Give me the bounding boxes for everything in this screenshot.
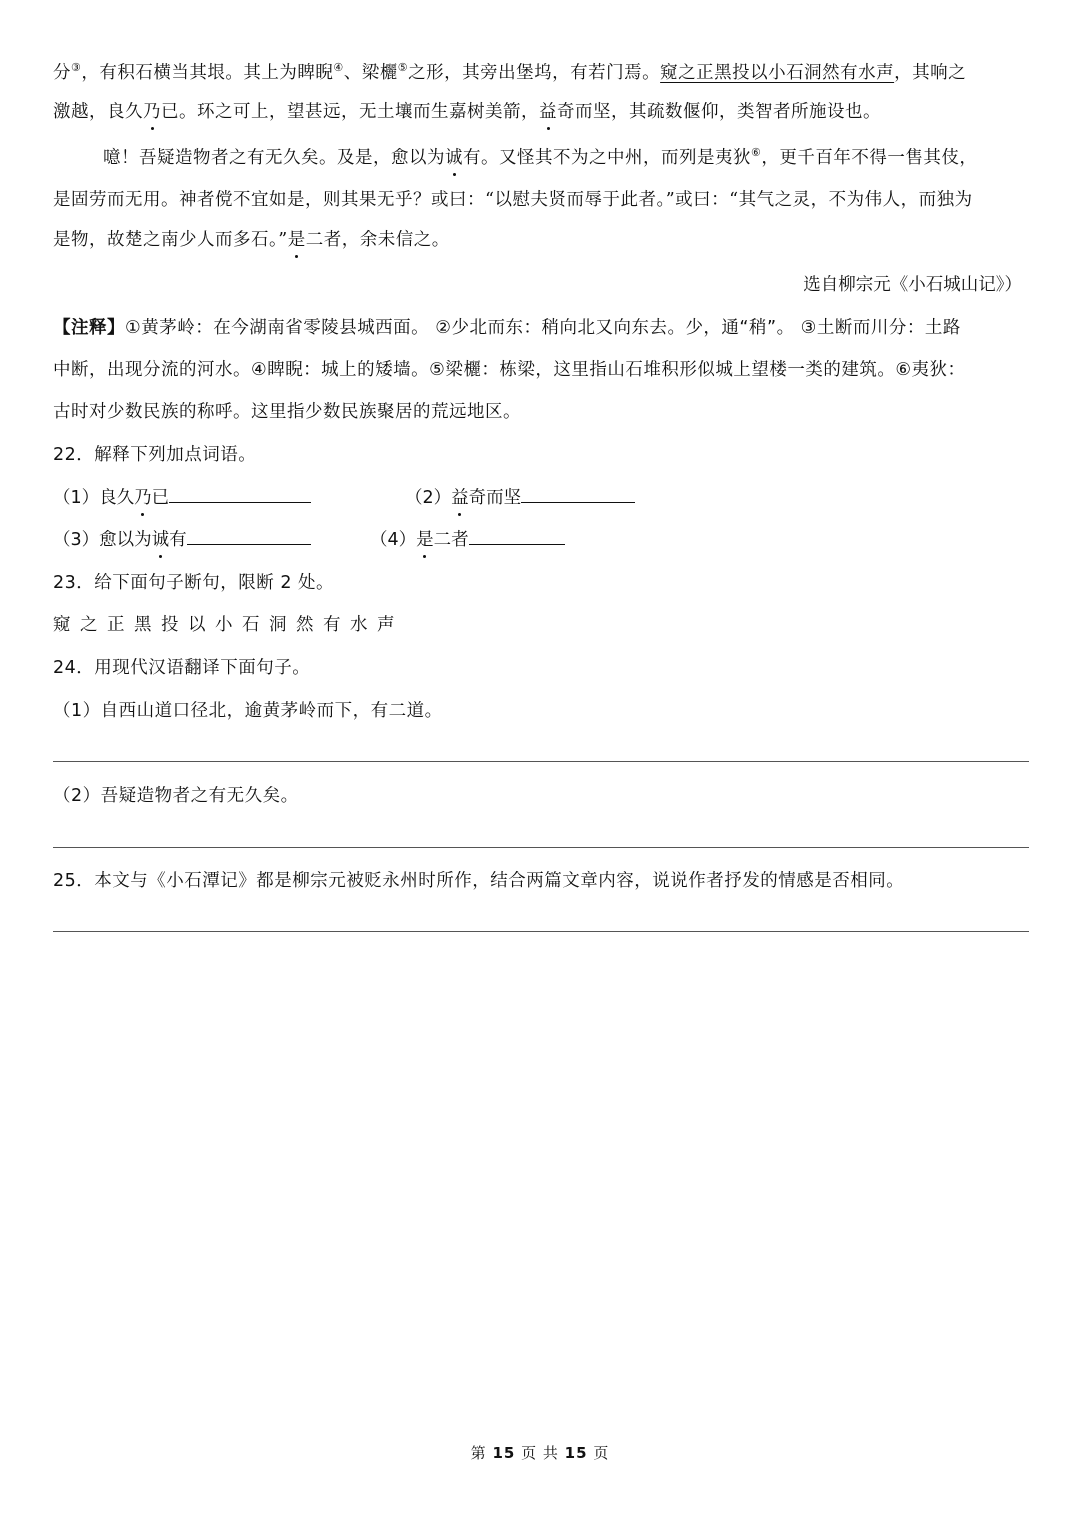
passage-line [103, 146, 1028, 170]
passage-text: 二者，余未信之。 [305, 230, 450, 250]
footnote-marker: ③ [71, 61, 82, 75]
dotted-char: 益 [539, 102, 557, 122]
passage-text: ，有积石横当其垠。其上为睥睨 [81, 63, 334, 83]
sentence-char: 有 [323, 615, 341, 635]
sentence-char: 投 [161, 615, 179, 635]
footer-suffix: 页 [593, 1444, 610, 1462]
notes-line [53, 316, 1028, 340]
item-text: 良久 [99, 488, 135, 508]
question-23-stem: 23．给下面句子断句，限断 2 处。 [53, 573, 335, 593]
sentence-char: 石 [242, 615, 260, 635]
passage-line [53, 61, 1028, 85]
notes-text: 古时对少数民族的称呼。这里指少数民族聚居的荒远地区。 [53, 402, 521, 422]
footnote-marker: ④ [333, 61, 344, 75]
sentence-char: 以 [188, 615, 206, 635]
q22-item-2 [405, 484, 635, 510]
answer-blank[interactable] [187, 526, 311, 545]
source-citation: 选自柳宗元《小石城山记》） [803, 275, 1022, 295]
dotted-char: 诚 [445, 148, 463, 168]
q24-item-2: （2）吾疑造物者之有无久矣。 [53, 786, 299, 806]
answer-line[interactable] [53, 761, 1029, 762]
q22-item-3 [53, 526, 311, 552]
sentence-char: 黑 [134, 615, 152, 635]
passage-text: 已。环之可上，望甚远，无土壤而生嘉树美箭， [161, 102, 539, 122]
dotted-char: 乃 [143, 102, 161, 122]
passage-text: 噫！吾疑造物者之有无久矣。及是，愈以为 [103, 148, 445, 168]
passage-text: ，更千百年不得一售其伎， [761, 148, 978, 168]
dotted-char: 是 [287, 230, 306, 250]
underlined-sentence: 窥之正黑投以小石洞然有水声 [660, 63, 895, 83]
question-24-stem: 24．用现代汉语翻译下面句子。 [53, 658, 311, 678]
notes-line [53, 400, 1028, 424]
passage-text: 激越，良久 [53, 102, 143, 122]
passage-line [53, 228, 1028, 252]
dotted-char: 乃 [134, 488, 152, 508]
page-footer [0, 1442, 1080, 1464]
item-number: （4） [370, 530, 417, 550]
notes-label: 【注释】 [53, 318, 125, 338]
item-text: 愈以为 [99, 530, 152, 550]
q24-item-1: （1）自西山道口径北，逾黄茅岭而下，有二道。 [53, 701, 443, 721]
item-text: 二者 [433, 530, 469, 550]
item-number: （3） [53, 530, 100, 550]
sentence-char: 之 [80, 615, 98, 635]
sentence-char: 洞 [269, 615, 287, 635]
answer-blank[interactable] [469, 526, 565, 545]
question-25-stem: 25．本文与《小石潭记》都是柳宗元被贬永州时所作，结合两篇文章内容，说说作者抒发的情感是否相同。 [53, 871, 905, 891]
passage-text: 有。又怪其不为之中州，而列是夷狄 [463, 148, 751, 168]
q22-item-4 [370, 526, 565, 552]
footnote-marker: ⑥ [751, 146, 762, 160]
current-page-number: 15 [492, 1444, 516, 1462]
dotted-char: 诚 [151, 530, 170, 550]
question-22-stem: 22．解释下列加点词语。 [53, 445, 257, 465]
passage-text: 之形，其旁出堡坞，有若门焉。 [408, 63, 661, 83]
sentence-char: 正 [107, 615, 125, 635]
item-number: （1） [53, 488, 100, 508]
passage-text: 是固劳而无用。神者傥不宜如是，则其果无乎？或曰：“以慰夫贤而辱于此者。”或曰：“其气之灵，不为伟人，而独为 [53, 190, 973, 210]
total-page-number: 15 [564, 1444, 588, 1462]
item-number: （2） [405, 488, 452, 508]
answer-blank[interactable] [521, 484, 635, 503]
sentence-char: 然 [296, 615, 314, 635]
passage-text: 是物，故楚之南少人而多石。” [53, 230, 288, 250]
dotted-char: 是 [416, 530, 434, 550]
footnote-marker: ⑤ [397, 61, 409, 75]
passage-text: 、梁欐 [343, 63, 398, 83]
passage-line [53, 188, 1028, 212]
notes-text: ①黄茅岭：在今湖南省零陵县城西面。 ②少北而东：稍向北又向东去。少，通“稍”。 ③土断而川分：土路 [125, 318, 961, 338]
passage-text: 分 [53, 63, 71, 83]
passage-text: 奇而坚，其疏数偃仰，类智者所施设也。 [557, 102, 881, 122]
footer-prefix: 第 [470, 1444, 487, 1462]
answer-line[interactable] [53, 847, 1029, 848]
sentence-char: 窥 [53, 615, 71, 635]
q22-item-1 [53, 484, 311, 510]
passage-text: ，其响之 [894, 63, 967, 83]
sentence-char: 声 [377, 615, 395, 635]
sentence-char: 小 [215, 615, 233, 635]
q23-sentence [53, 613, 404, 637]
item-text: 已 [151, 488, 170, 508]
notes-line [53, 358, 1028, 382]
sentence-char: 水 [350, 615, 368, 635]
footer-middle: 页 共 [521, 1444, 559, 1462]
item-text: 有 [169, 530, 187, 550]
answer-line[interactable] [53, 931, 1029, 932]
dotted-char: 益 [451, 488, 469, 508]
passage-line [53, 100, 1028, 124]
item-text: 奇而坚 [468, 488, 522, 508]
notes-text: 中断，出现分流的河水。④睥睨：城上的矮墙。⑤梁欐：栋梁，这里指山石堆积形似城上望楼一类的建筑。⑥夷狄： [53, 360, 966, 380]
answer-blank[interactable] [169, 484, 311, 503]
